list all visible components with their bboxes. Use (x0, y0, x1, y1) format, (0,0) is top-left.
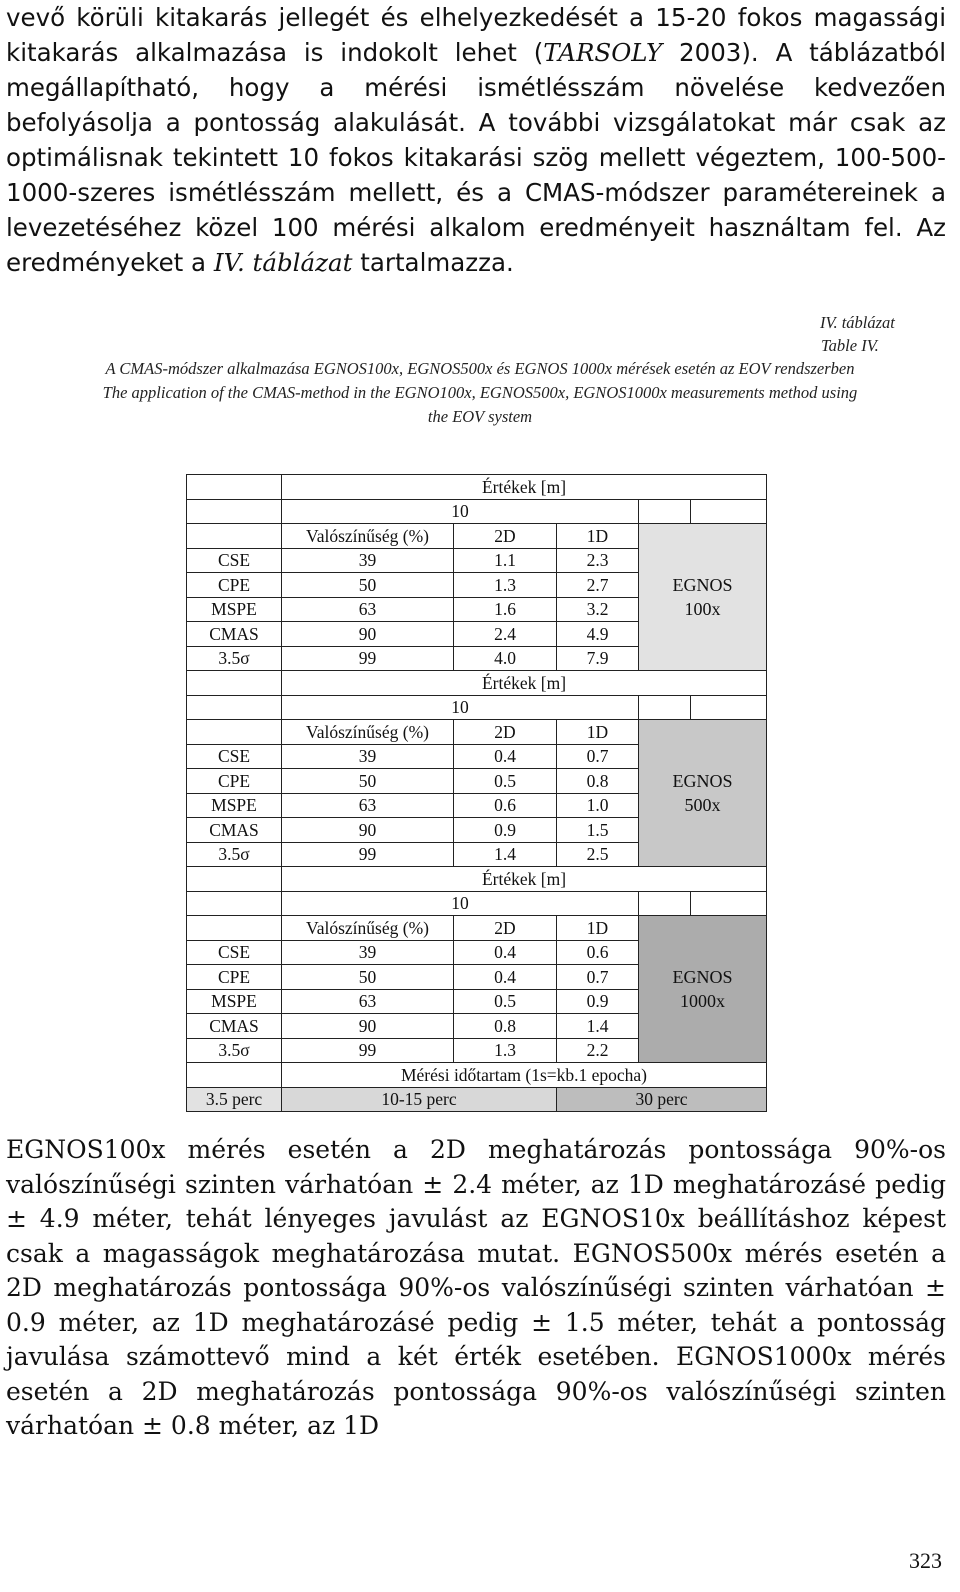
egnos-group-label (639, 720, 767, 867)
table-cell-probability: 39 (282, 940, 454, 965)
table-cell-probability: 99 (282, 1038, 454, 1063)
table-values-header: Értékek [m] (282, 475, 767, 500)
table-empty-cell (639, 891, 691, 916)
table-cell-measure: CSE (187, 548, 282, 573)
table-col-probability: Valószínűség (%) (282, 720, 454, 745)
table-cell-1d: 2.5 (557, 842, 639, 867)
table-cell-measure: CSE (187, 744, 282, 769)
table-cell-probability: 39 (282, 744, 454, 769)
table-cell-1d: 0.6 (557, 940, 639, 965)
intro-text-part2: 2003). A táblázatból megállapítható, hogy a mérési ismétlésszám növelése kedvezően befolyásolja a pontosság alakulását. A további vizsgálatokat már csak az optimálisnak tekintett 10 fokos kitakarási szög mellett végeztem, 100-500-1000-szeres ismétlésszám mellett, és a CMAS-módszer paramétereinek a levezetéséhez közel 100 mérési alkalom eredményeit használtam fel. Az eredményeket a (6, 38, 947, 277)
table-caption-hungarian: A CMAS-módszer alkalmazása EGNOS100x, EGNOS500x és EGNOS 1000x mérések esetén az EOV rendszerben (105, 359, 855, 378)
table-cell-probability: 99 (282, 646, 454, 671)
table-col-2d: 2D (454, 916, 557, 941)
table-cell-2d: 0.4 (454, 940, 557, 965)
table-cell-probability: 50 (282, 965, 454, 990)
table-cell-2d: 0.4 (454, 965, 557, 990)
table-cell-1d: 7.9 (557, 646, 639, 671)
table-cell-2d: 0.4 (454, 744, 557, 769)
table-cell-probability: 90 (282, 622, 454, 647)
egnos-group-label (639, 524, 767, 671)
page-number: 323 (909, 1548, 942, 1573)
table-cell-probability: 99 (282, 842, 454, 867)
intro-text-part3: tartalmazza. (352, 248, 514, 277)
table-cell-1d: 1.0 (557, 793, 639, 818)
egnos-label-line2: 500x (684, 795, 721, 815)
table-empty-cell (691, 891, 767, 916)
table-cell-2d: 4.0 (454, 646, 557, 671)
table-cell-2d: 0.6 (454, 793, 557, 818)
table-empty-cell (639, 695, 691, 720)
table-cell-probability: 90 (282, 818, 454, 843)
intro-text-part1: vevő körüli kitakarás jellegét és elhelyezkedését a 15-20 fokos magassági kitakarás alkalmazása is indokolt lehet ( (6, 3, 946, 67)
table-cell-probability: 90 (282, 1014, 454, 1039)
table-empty-cell (187, 916, 282, 941)
table-cell-1d: 2.3 (557, 548, 639, 573)
table-col-2d: 2D (454, 524, 557, 549)
table-empty-cell (187, 499, 282, 524)
table-duration-1000x: 30 perc (557, 1087, 767, 1112)
table-cell-1d: 0.9 (557, 989, 639, 1014)
table-cell-measure: CMAS (187, 818, 282, 843)
results-paragraph: EGNOS100x mérés esetén a 2D meghatározás pontossága 90%-os valószínűségi szinten várhatóan ± 2.4 méter, az 1D meghatározásé pedig ± 4.9 méter, tehát lényeges javulást az EGNOS10x beállításhoz képest csak a magasságok meghatározása mutat. EGNOS500x mérés esetén a 2D meghatározás pontossága 90%-os valószínűségi szinten várhatóan ± 0.9 méter, az 1D meghatározásé pedig ± 1.5 méter, tehát a pontosság javulása számottevő mind a két érték esetében. EGNOS1000x mérés esetén a 2D meghatározás pontossága 90%-os valószínűségi szinten várhatóan ± 0.8 méter, az 1D (6, 1135, 946, 1440)
table-mask-angle: 10 (282, 891, 639, 916)
table-empty-cell (187, 671, 282, 696)
table-mask-angle: 10 (282, 695, 639, 720)
table-cell-2d: 2.4 (454, 622, 557, 647)
table-cell-2d: 0.9 (454, 818, 557, 843)
table-cell-measure: CPE (187, 769, 282, 794)
table-cell-1d: 3.2 (557, 597, 639, 622)
table-col-1d: 1D (557, 916, 639, 941)
table-cell-probability: 50 (282, 769, 454, 794)
cmas-results-table (186, 474, 767, 1112)
table-duration-header: Mérési időtartam (1s=kb.1 epocha) (282, 1063, 767, 1088)
table-cell-measure: MSPE (187, 793, 282, 818)
table-cell-2d: 1.4 (454, 842, 557, 867)
table-cell-measure: CMAS (187, 1014, 282, 1039)
table-empty-cell (187, 695, 282, 720)
table-cell-1d: 0.7 (557, 744, 639, 769)
table-empty-cell (187, 1063, 282, 1088)
table-empty-cell (187, 867, 282, 892)
table-cell-measure: 3.5σ (187, 842, 282, 867)
table-cell-probability: 63 (282, 793, 454, 818)
table-cell-measure: CPE (187, 573, 282, 598)
table-duration-500x: 10-15 perc (282, 1087, 557, 1112)
table-empty-cell (691, 695, 767, 720)
table-empty-cell (187, 891, 282, 916)
table-caption-english-line2: the EOV system (427, 407, 533, 426)
table-empty-cell (639, 499, 691, 524)
table-cell-measure: CSE (187, 940, 282, 965)
egnos-label-line1: EGNOS (672, 771, 733, 791)
citation-author: TARSOLY (543, 38, 663, 67)
table-col-1d: 1D (557, 720, 639, 745)
table-col-2d: 2D (454, 720, 557, 745)
table-cell-probability: 50 (282, 573, 454, 598)
egnos-group-label (639, 916, 767, 1063)
table-cell-2d: 1.3 (454, 573, 557, 598)
table-cell-2d: 1.3 (454, 1038, 557, 1063)
table-reference: IV. táblázat (213, 248, 353, 277)
table-col-probability: Valószínűség (%) (282, 916, 454, 941)
table-cell-2d: 1.6 (454, 597, 557, 622)
table-empty-cell (187, 720, 282, 745)
table-cell-measure: 3.5σ (187, 1038, 282, 1063)
table-caption-english-line1: The application of the CMAS-method in the EGNO100x, EGNOS500x, EGNOS1000x measurements method using (102, 383, 858, 402)
table-cell-2d: 0.5 (454, 989, 557, 1014)
egnos-label-line2: 100x (684, 599, 721, 619)
table-cell-2d: 0.8 (454, 1014, 557, 1039)
table-values-header: Értékek [m] (282, 671, 767, 696)
table-mask-angle: 10 (282, 499, 639, 524)
table-empty-cell (187, 475, 282, 500)
table-cell-1d: 1.4 (557, 1014, 639, 1039)
table-empty-cell (691, 499, 767, 524)
table-cell-measure: MSPE (187, 597, 282, 622)
table-empty-cell (187, 524, 282, 549)
table-cell-measure: CMAS (187, 622, 282, 647)
table-cell-2d: 0.5 (454, 769, 557, 794)
table-cell-1d: 0.7 (557, 965, 639, 990)
table-caption-label: IV. táblázat (820, 313, 895, 332)
table-cell-2d: 1.1 (454, 548, 557, 573)
egnos-label-line1: EGNOS (672, 967, 733, 987)
table-cell-1d: 0.8 (557, 769, 639, 794)
table-cell-1d: 4.9 (557, 622, 639, 647)
table-cell-probability: 39 (282, 548, 454, 573)
table-col-1d: 1D (557, 524, 639, 549)
table-cell-1d: 2.7 (557, 573, 639, 598)
table-cell-1d: 2.2 (557, 1038, 639, 1063)
egnos-label-line1: EGNOS (672, 575, 733, 595)
table-values-header: Értékek [m] (282, 867, 767, 892)
table-cell-measure: MSPE (187, 989, 282, 1014)
table-cell-measure: CPE (187, 965, 282, 990)
egnos-label-line2: 1000x (680, 991, 725, 1011)
table-cell-1d: 1.5 (557, 818, 639, 843)
intro-paragraph (6, 0, 946, 280)
table-cell-probability: 63 (282, 989, 454, 1014)
table-caption-english-label: Table IV. (821, 336, 879, 355)
table-col-probability: Valószínűség (%) (282, 524, 454, 549)
table-duration-100x: 3.5 perc (187, 1087, 282, 1112)
table-cell-measure: 3.5σ (187, 646, 282, 671)
table-cell-probability: 63 (282, 597, 454, 622)
